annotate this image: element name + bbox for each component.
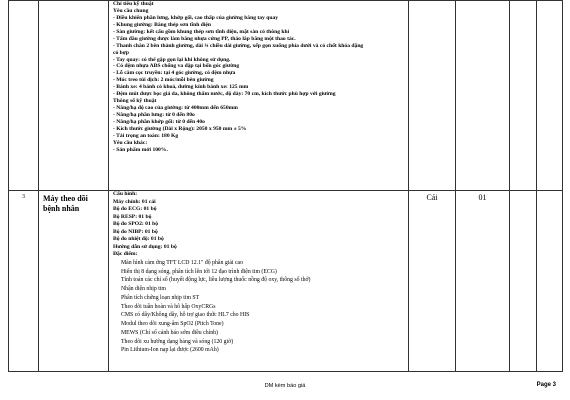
- spec-line: - Tấm đầu giường được làm bằng nhựa cứng PP, tháo lắp bằng một thao tác.: [113, 35, 296, 42]
- spec-line: Màn hình cảm ứng TFT LCD 12.1" độ phân giải cao: [121, 259, 244, 266]
- spec-line: Yêu cầu chung: [113, 7, 149, 14]
- spec-line: có bợp: [113, 49, 129, 56]
- spec-line: - Đệm mút được bọc giả da, không thấm nước, độ dày: 70 cm, kích thước phù hợp với giường: [113, 91, 336, 98]
- spec-line: - Bánh xe: 4 bánh có khoá, đường kính bánh xe: 125 mm: [113, 84, 249, 91]
- spec-line: - Sản phẩm mới 100%.: [113, 146, 168, 153]
- spec-line: - Sàn giường: kết cấu gồm khung thép sơn tĩnh điện, mặt sàn có thông khí: [113, 28, 290, 35]
- spec-line: Cấu hình:: [113, 191, 138, 197]
- spec-line: Hiển thị 8 dạng sóng, phân tích lên tới 12 đạo trình điện tim (ECG): [121, 268, 277, 275]
- table-row: [9, 1, 563, 191]
- page-number: Page 3: [536, 382, 556, 388]
- spec-line: Bộ đo ECG: 01 bộ: [113, 206, 157, 213]
- cell-name: [39, 1, 109, 191]
- spec-line: Yêu cầu khác:: [113, 139, 148, 146]
- spec-line: - Nâng/hạ phần lưng: từ 0 đến 80o: [113, 112, 195, 118]
- spec-line: - Điều khiển phần lưng, khớp gối, cao thấp của giường bằng tay quay: [113, 14, 279, 21]
- spec-line: Chỉ tiêu kỹ thuật: [113, 1, 154, 7]
- cell-no: [9, 1, 39, 191]
- spec-line: Theo dõi xu hướng dạng bảng và sóng (120 giờ): [121, 338, 234, 345]
- table-row: [9, 191, 563, 372]
- spec-line: - Có đệm nhựa ABS chống va đập tại bốn góc giường: [113, 63, 240, 70]
- spec-line: - Khung giường: Bằng thép sơn tĩnh điện: [113, 21, 211, 28]
- cell-extra-2: [537, 191, 563, 372]
- item-name: Máy theo dõi bệnh nhân: [39, 191, 109, 372]
- spec-line: Tính toán các chỉ số (huyết động lực, liều lượng thuốc nồng độ oxy, thông số thở): [121, 277, 311, 284]
- spec-line: Modul theo dõi xung-âm SpO2 (Pitch Tone): [121, 321, 224, 328]
- spec-line: - Thanh chắn 2 bên thành giường, dài ¾ chiều dài giường, xếp gọn xuống phía dưới và có chốt khóa đặng: [113, 42, 364, 49]
- cell-extra-1: [510, 1, 537, 191]
- spec-line: - Nâng/hạ độ cao của giường: từ 400mm đến 650mm: [113, 105, 238, 112]
- spec-line: - Lỗ cắm cọc truyền: tại 4 góc giường, có đệm nhựa: [113, 70, 236, 77]
- cell-unit: [409, 1, 456, 191]
- spec-line: Bộ đo SPO2: 01 bộ: [113, 221, 159, 228]
- spec-line: Đặc điểm:: [113, 251, 138, 258]
- spec-line: Theo dõi tuần hoàn và hô hấp OxyCRGs: [121, 303, 216, 310]
- cell-extra-1: [510, 191, 537, 372]
- spec-line: - Tải trọng an toàn: 180 Kg: [113, 132, 179, 139]
- spec-line: - Kích thước giường (Dài x Rộng): 2050 x 950 mm ± 5%: [113, 125, 247, 132]
- item-number: 3: [9, 191, 39, 372]
- cell-qty: [456, 1, 510, 191]
- spec-line: - Tay quay: có thể gập gọn lại khi không sử dụng.: [113, 56, 231, 63]
- cell-description: [109, 191, 409, 372]
- cell-extra-2: [537, 1, 563, 191]
- spec-line: Pin Lithium-Ion nạp lại được (2600 mAh): [121, 347, 219, 354]
- spec-line: Thông số kỹ thuật: [113, 98, 157, 105]
- spec-line: Bộ đo NIBP: 01 bộ: [113, 228, 158, 235]
- spec-line: Hướng dẫn sử dụng: 01 bộ: [113, 243, 177, 250]
- spec-line: - Móc treo túi dịch: 2 móc/mỗi bên giường: [113, 77, 214, 84]
- spec-line: Bộ RESP: 01 bộ: [113, 213, 152, 220]
- spec-line: MEWS (Chỉ số cảnh báo sớm điều chỉnh): [121, 329, 218, 336]
- spec-line: - Nâng/hạ phần khớp gối: từ 0 đến 40o: [113, 118, 205, 125]
- spec-line: Máy chính: 01 cái: [113, 198, 156, 205]
- spec-table: [8, 0, 563, 372]
- spec-line: Nhận diện nhịp tim: [121, 286, 166, 293]
- item-unit: Cái: [409, 191, 456, 372]
- cell-description: [109, 1, 409, 191]
- spec-line: Phân tích chứng loạn nhịp tim ST: [121, 294, 200, 301]
- spec-line: CMS có dây/Không dây, hỗ trợ giao thức HL7 cho HIS: [121, 312, 250, 319]
- item-quantity: 01: [456, 191, 510, 372]
- spec-line: Bộ đo nhiệt độ: 01 bộ: [113, 236, 164, 243]
- footer-label: DM kèm báo giá: [264, 383, 306, 389]
